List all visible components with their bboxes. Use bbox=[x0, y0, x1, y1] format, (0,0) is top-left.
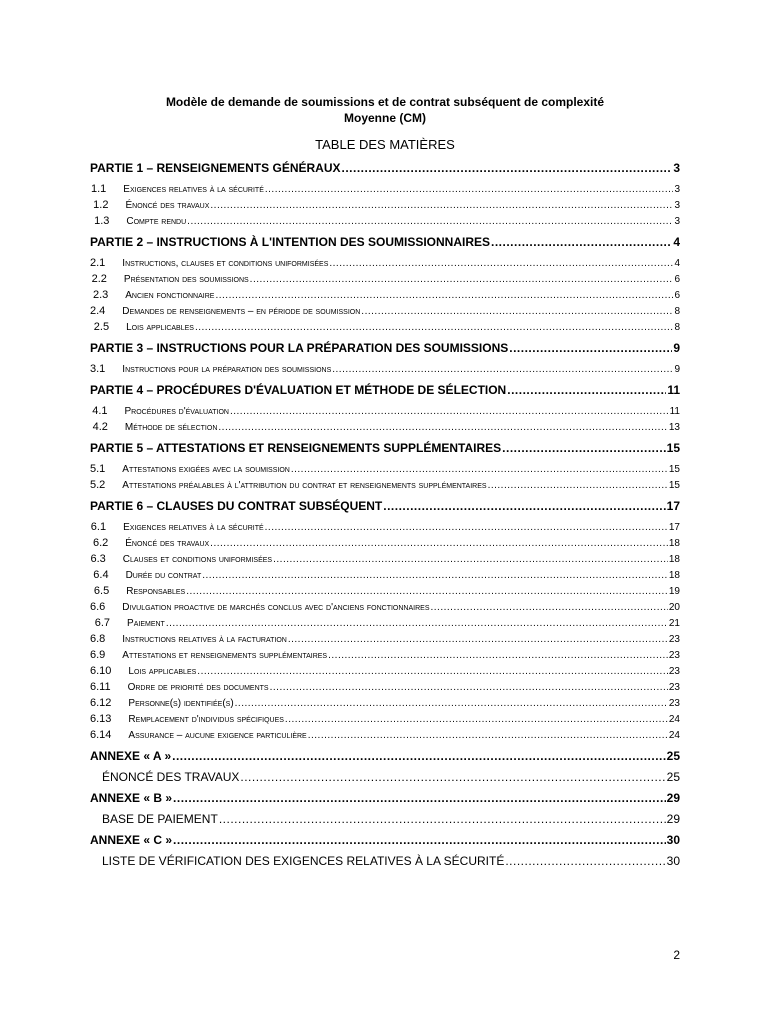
toc-page-number: 24 bbox=[668, 714, 680, 725]
toc-heading: TABLE DES MATIÈRES bbox=[315, 137, 455, 152]
toc-annex-c[interactable] bbox=[90, 830, 680, 850]
toc-item-title: Instructions pour la préparation des soumissions bbox=[122, 364, 332, 375]
toc-annex-b[interactable] bbox=[90, 788, 680, 808]
toc-page-number: 3 bbox=[674, 184, 680, 195]
toc-item-title: Compte rendu bbox=[126, 216, 187, 227]
toc-item-number: 6.10 bbox=[90, 665, 112, 677]
toc-item-number: 2.5 bbox=[93, 321, 110, 333]
toc-annex-title: ANNEXE « B » bbox=[90, 791, 173, 805]
toc-part-3[interactable] bbox=[90, 338, 680, 358]
toc-page-number: 15 bbox=[668, 464, 680, 475]
toc-page-number: 30 bbox=[666, 854, 680, 868]
dot-leader bbox=[308, 728, 668, 743]
page-number: 2 bbox=[673, 948, 680, 962]
dot-leader bbox=[202, 568, 668, 583]
toc-item-number: 1.1 bbox=[91, 183, 107, 195]
toc-item-title: Remplacement d'individus spécifiques bbox=[128, 714, 284, 725]
toc-item[interactable] bbox=[90, 419, 680, 435]
toc-item-number: 6.8 bbox=[90, 633, 106, 645]
dot-leader bbox=[431, 600, 668, 615]
dot-leader bbox=[491, 232, 672, 252]
dot-leader bbox=[215, 288, 673, 303]
toc-item-number: 6.14 bbox=[90, 729, 112, 741]
toc-page-number: 18 bbox=[668, 554, 680, 565]
toc-part-title: PARTIE 6 – CLAUSES DU CONTRAT SUBSÉQUENT bbox=[90, 499, 383, 513]
toc-item-number: 6.3 bbox=[90, 553, 106, 565]
toc-part-title: PARTIE 4 – PROCÉDURES D'ÉVALUATION ET MÉTHODE DE SÉLECTION bbox=[90, 383, 507, 397]
toc-item-number: 6.13 bbox=[90, 713, 112, 725]
toc-item-title: Attestations préalables à l'attribution du contrat et renseignements supplémentaires bbox=[122, 480, 487, 491]
dot-leader bbox=[235, 696, 668, 711]
dot-leader bbox=[195, 320, 673, 335]
dot-leader bbox=[187, 214, 673, 229]
toc-item-title: ÉNONCÉ DES TRAVAUX bbox=[102, 770, 240, 784]
toc-part-2[interactable] bbox=[90, 232, 680, 252]
toc-item-title: Durée du contrat bbox=[125, 570, 202, 581]
dot-leader bbox=[265, 182, 674, 197]
toc-item-title: Personne(s) identifiée(s) bbox=[128, 698, 234, 709]
toc-annex-a[interactable] bbox=[90, 746, 680, 766]
toc-item-number: 1.2 bbox=[93, 199, 109, 211]
toc-item-number: 6.4 bbox=[93, 569, 109, 581]
toc-page-number: 23 bbox=[668, 650, 680, 661]
toc-part-5[interactable] bbox=[90, 438, 680, 458]
toc-part-4[interactable] bbox=[90, 380, 680, 400]
toc-item-title: Exigences relatives à la sécurité bbox=[123, 184, 264, 195]
toc-item-number: 1.3 bbox=[94, 215, 110, 227]
dot-leader bbox=[250, 272, 674, 287]
toc-item-number: 6.11 bbox=[90, 681, 111, 693]
toc-item[interactable] bbox=[90, 631, 680, 647]
toc-page-number: 29 bbox=[666, 812, 680, 826]
dot-leader bbox=[270, 680, 668, 695]
toc-item-title: Attestations et renseignements supplémentaires bbox=[122, 650, 328, 661]
dot-leader bbox=[210, 536, 668, 551]
toc-page-number: 4 bbox=[674, 258, 680, 269]
dot-leader bbox=[173, 830, 666, 850]
toc-item-number: 6.12 bbox=[90, 697, 112, 709]
toc-item[interactable] bbox=[90, 599, 680, 615]
toc-item-number: 4.2 bbox=[92, 421, 108, 433]
toc-item[interactable] bbox=[90, 551, 680, 567]
toc-page-number: 17 bbox=[666, 499, 680, 513]
toc-page-number: 11 bbox=[669, 406, 680, 417]
dot-leader bbox=[219, 808, 666, 830]
dot-leader bbox=[361, 304, 673, 319]
toc-item-number: 2.1 bbox=[90, 257, 106, 269]
toc-page-number: 25 bbox=[666, 749, 680, 763]
dot-leader bbox=[509, 338, 672, 358]
dot-leader bbox=[288, 632, 668, 647]
toc-item-number: 2.2 bbox=[91, 273, 107, 285]
dot-leader bbox=[291, 462, 668, 477]
toc-item[interactable] bbox=[90, 535, 680, 551]
toc-item-title: Attestations exigées avec la soumission bbox=[122, 464, 290, 475]
toc-page-number: 29 bbox=[666, 791, 680, 805]
toc-annex-c-item[interactable] bbox=[90, 850, 680, 872]
toc-page-number: 23 bbox=[668, 634, 680, 645]
dot-leader bbox=[507, 380, 666, 400]
toc-item[interactable] bbox=[90, 255, 680, 271]
toc-item-title: Ordre de priorité des documents bbox=[127, 682, 269, 693]
toc-item-title: Énoncé des travaux bbox=[125, 538, 210, 549]
toc-page-number: 21 bbox=[668, 618, 680, 629]
toc-page-number: 8 bbox=[674, 322, 680, 333]
dot-leader bbox=[328, 648, 668, 663]
toc-item[interactable] bbox=[90, 197, 680, 213]
toc-page-number: 6 bbox=[674, 274, 680, 285]
toc-item-number: 3.1 bbox=[90, 363, 106, 375]
toc-page-number: 9 bbox=[673, 341, 680, 355]
toc-item-number: 4.1 bbox=[92, 405, 108, 417]
toc-item[interactable] bbox=[90, 647, 680, 663]
toc-part-title: PARTIE 2 – INSTRUCTIONS À L'INTENTION DES SOUMISSIONNAIRES bbox=[90, 235, 491, 249]
toc-item-number: 2.4 bbox=[90, 305, 106, 317]
toc-item[interactable] bbox=[90, 711, 680, 727]
table-of-contents bbox=[90, 158, 680, 872]
toc-annex-title: ANNEXE « A » bbox=[90, 749, 172, 763]
dot-leader bbox=[230, 404, 669, 419]
toc-item-title: LISTE DE VÉRIFICATION DES EXIGENCES RELATIVES À LA SÉCURITÉ bbox=[102, 854, 505, 868]
toc-item-title: Méthode de sélection bbox=[124, 422, 218, 433]
toc-item[interactable] bbox=[90, 403, 680, 419]
toc-item[interactable] bbox=[90, 727, 680, 743]
toc-part-title: PARTIE 1 – RENSEIGNEMENTS GÉNÉRAUX bbox=[90, 161, 341, 175]
toc-item[interactable] bbox=[90, 181, 680, 197]
toc-item[interactable] bbox=[90, 583, 680, 599]
dot-leader bbox=[210, 198, 673, 213]
toc-item-title: Responsables bbox=[126, 586, 186, 597]
toc-page-number: 23 bbox=[668, 698, 680, 709]
document-title: Modèle de demande de soumissions et de contrat subséquent de complexité bbox=[165, 95, 605, 109]
dot-leader bbox=[383, 496, 665, 516]
dot-leader bbox=[173, 788, 666, 808]
toc-page-number: 8 bbox=[674, 306, 680, 317]
toc-item[interactable] bbox=[90, 519, 680, 535]
toc-item-title: Paiement bbox=[127, 618, 165, 629]
toc-page-number: 11 bbox=[667, 383, 680, 397]
toc-item-number: 5.1 bbox=[90, 463, 106, 475]
toc-page-number: 3 bbox=[673, 161, 680, 175]
toc-item[interactable] bbox=[90, 361, 680, 377]
toc-page-number: 15 bbox=[668, 480, 680, 491]
dot-leader bbox=[265, 520, 668, 535]
toc-item-title: Lois applicables bbox=[128, 666, 197, 677]
toc-page-number: 13 bbox=[668, 422, 680, 433]
toc-page-number: 3 bbox=[674, 216, 680, 227]
toc-item-title: Ancien fonctionnaire bbox=[125, 290, 215, 301]
dot-leader bbox=[218, 420, 667, 435]
toc-page-number: 18 bbox=[668, 538, 680, 549]
toc-item-title: Instructions, clauses et conditions uniformisées bbox=[122, 258, 329, 269]
toc-item[interactable] bbox=[90, 287, 680, 303]
toc-item[interactable] bbox=[90, 567, 680, 583]
toc-item[interactable] bbox=[90, 615, 680, 631]
toc-part-6[interactable] bbox=[90, 496, 680, 516]
dot-leader bbox=[505, 850, 665, 872]
toc-item-number: 6.9 bbox=[90, 649, 106, 661]
toc-item-number: 2.3 bbox=[92, 289, 109, 301]
toc-page-number: 24 bbox=[668, 730, 680, 741]
toc-item[interactable] bbox=[90, 303, 680, 319]
document-subtitle: Moyenne (CM) bbox=[344, 111, 426, 125]
toc-page-number: 20 bbox=[668, 602, 680, 613]
toc-page-number: 25 bbox=[666, 770, 680, 784]
toc-item[interactable] bbox=[90, 695, 680, 711]
toc-page-number: 4 bbox=[673, 235, 680, 249]
toc-item-title: Énoncé des travaux bbox=[125, 200, 210, 211]
toc-item[interactable] bbox=[90, 319, 680, 335]
toc-item-title: Exigences relatives à la sécurité bbox=[123, 522, 264, 533]
toc-page-number: 6 bbox=[674, 290, 680, 301]
toc-item-title: BASE DE PAIEMENT bbox=[102, 812, 218, 826]
toc-annex-title: ANNEXE « C » bbox=[90, 833, 173, 847]
dot-leader bbox=[329, 256, 673, 271]
toc-annex-a-item[interactable] bbox=[90, 766, 680, 788]
toc-item-title: Demandes de renseignements – en période de soumission bbox=[122, 306, 361, 317]
dot-leader bbox=[488, 478, 668, 493]
toc-item[interactable] bbox=[90, 213, 680, 229]
toc-page-number: 15 bbox=[666, 441, 680, 455]
toc-item-number: 6.1 bbox=[90, 521, 107, 533]
toc-item-number: 6.7 bbox=[94, 617, 111, 629]
toc-item-number: 6.6 bbox=[90, 601, 106, 613]
toc-page-number: 23 bbox=[668, 666, 680, 677]
dot-leader bbox=[186, 584, 668, 599]
toc-annex-b-item[interactable] bbox=[90, 808, 680, 830]
dot-leader bbox=[285, 712, 668, 727]
dot-leader bbox=[197, 664, 668, 679]
dot-leader bbox=[342, 158, 673, 178]
dot-leader bbox=[502, 438, 665, 458]
toc-part-1[interactable] bbox=[90, 158, 680, 178]
toc-item[interactable] bbox=[90, 461, 680, 477]
toc-item-title: Présentation des soumissions bbox=[123, 274, 249, 285]
toc-page-number: 23 bbox=[668, 682, 680, 693]
toc-item[interactable] bbox=[90, 477, 680, 493]
toc-item-number: 6.2 bbox=[92, 537, 109, 549]
toc-item-title: Lois applicables bbox=[126, 322, 194, 333]
dot-leader bbox=[332, 362, 673, 377]
toc-page-number: 17 bbox=[668, 522, 680, 533]
toc-item-title: Clauses et conditions uniformisées bbox=[122, 554, 273, 565]
toc-page-number: 18 bbox=[668, 570, 680, 581]
dot-leader bbox=[240, 766, 665, 788]
toc-item[interactable] bbox=[90, 663, 680, 679]
toc-item-number: 5.2 bbox=[90, 479, 106, 491]
toc-page-number: 3 bbox=[674, 200, 680, 211]
toc-page-number: 19 bbox=[668, 586, 680, 597]
dot-leader bbox=[166, 616, 668, 631]
toc-part-title: PARTIE 3 – INSTRUCTIONS POUR LA PRÉPARATION DES SOUMISSIONS bbox=[90, 341, 509, 355]
toc-item-title: Procédures d'évaluation bbox=[124, 406, 229, 417]
toc-item-title: Assurance – aucune exigence particulière bbox=[128, 730, 307, 741]
toc-item-number: 6.5 bbox=[93, 585, 110, 597]
toc-page-number: 9 bbox=[674, 364, 680, 375]
toc-item-title: Divulgation proactive de marchés conclus avec d'anciens fonctionnaires bbox=[122, 602, 430, 613]
dot-leader bbox=[172, 746, 666, 766]
toc-page-number: 30 bbox=[666, 833, 680, 847]
toc-part-title: PARTIE 5 – ATTESTATIONS ET RENSEIGNEMENTS SUPPLÉMENTAIRES bbox=[90, 441, 502, 455]
toc-item[interactable] bbox=[90, 271, 680, 287]
toc-item-title: Instructions relatives à la facturation bbox=[122, 634, 287, 645]
dot-leader bbox=[273, 552, 668, 567]
toc-item[interactable] bbox=[90, 679, 680, 695]
